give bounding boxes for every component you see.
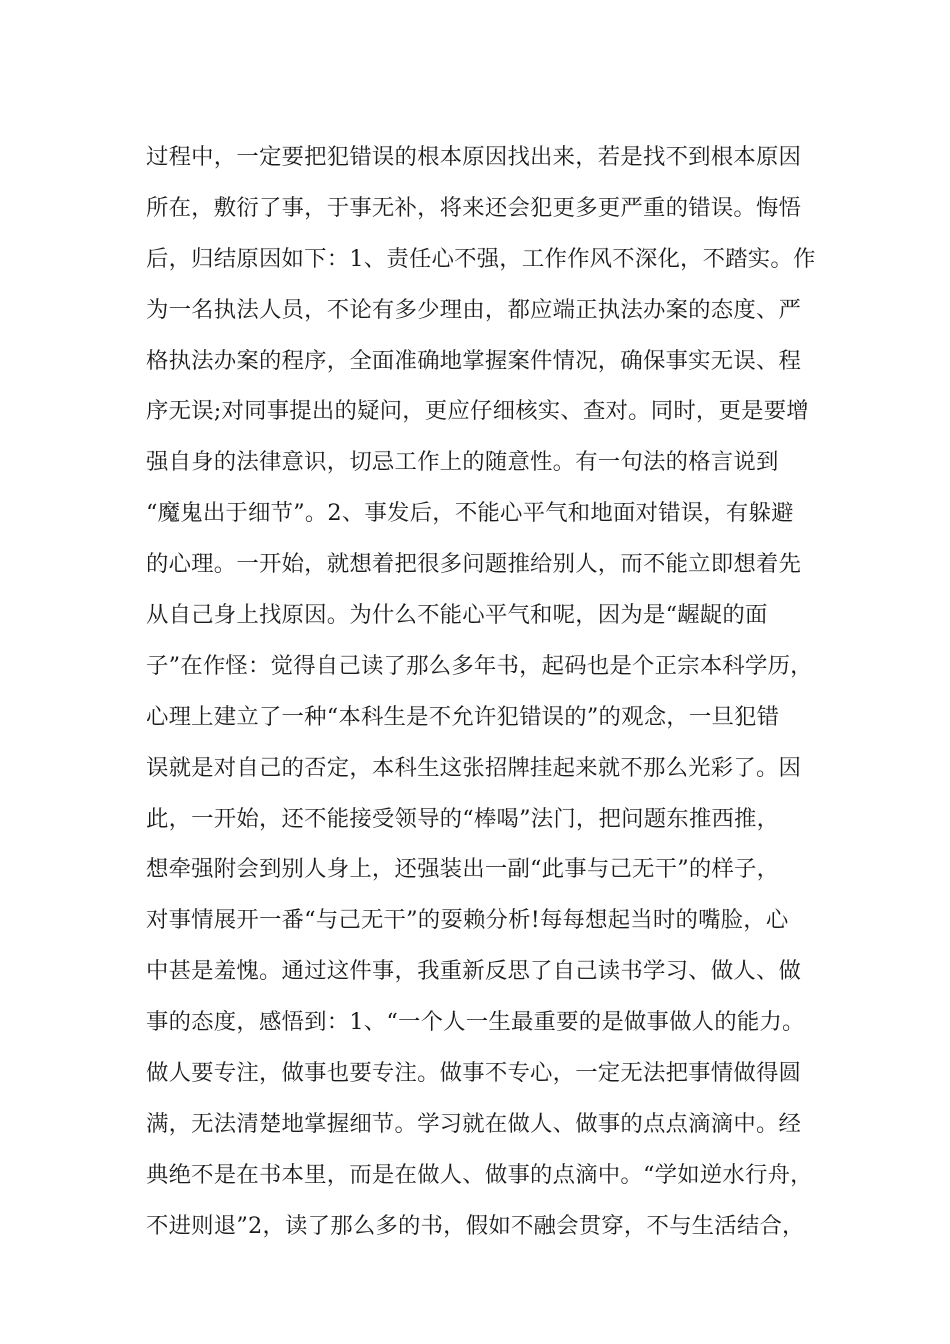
text-line: 为一名执法人员，不论有多少理由，都应端正执法办案的态度、严 bbox=[146, 296, 802, 323]
text-line: 对事情展开一番“与己无干”的耍赖分析!每每想起当时的嘴脸，心 bbox=[146, 907, 789, 934]
text-line: 序无误;对同事提出的疑问，更应仔细核实、查对。同时，更是要增 bbox=[146, 398, 809, 425]
text-line: 误就是对自己的否定，本科生这张招牌挂起来就不那么光彩了。因 bbox=[146, 754, 802, 781]
text-line: 心理上建立了一种“本科生是不允许犯错误的”的观念，一旦犯错 bbox=[146, 703, 780, 730]
body-text bbox=[146, 132, 826, 1252]
text-line: 的心理。一开始，就想着把很多问题推给别人，而不能立即想着先 bbox=[146, 551, 802, 578]
text-line: 过程中，一定要把犯错误的根本原因找出来，若是找不到根本原因 bbox=[146, 144, 802, 170]
text-line: 满，无法清楚地掌握细节。学习就在做人、做事的点点滴滴中。经 bbox=[146, 1110, 802, 1137]
text-line: 所在，敷衍了事，于事无补，将来还会犯更多更严重的错误。悔悟 bbox=[146, 194, 802, 221]
text-line: 做人要专注，做事也要专注。做事不专心，一定无法把事情做得圆 bbox=[146, 1060, 802, 1087]
text-line: 不进则退”2，读了那么多的书，假如不融会贯穿，不与生活结合， bbox=[146, 1212, 805, 1239]
text-line: 后，归结原因如下：1、责任心不强，工作作风不深化，不踏实。作 bbox=[146, 245, 816, 272]
text-line: 格执法办案的程序，全面准确地掌握案件情况，确保事实无误、程 bbox=[146, 347, 802, 374]
text-line: 从自己身上找原因。为什么不能心平气和呢，因为是“龌龊的面 bbox=[146, 602, 768, 629]
text-line: 强自身的法律意识，切忌工作上的随意性。有一句法的格言说到 bbox=[146, 449, 779, 476]
text-line: 子”在作怪：觉得自己读了那么多年书，起码也是个正宗本科学历， bbox=[146, 652, 813, 679]
text-line: 此，一开始，还不能接受领导的“棒喝”法门，把问题东推西推， bbox=[146, 805, 780, 832]
text-line: 中甚是羞愧。通过这件事，我重新反思了自己读书学习、做人、做 bbox=[146, 958, 802, 985]
text-line: “魔鬼出于细节”。2、事发后，不能心平气和地面对错误，有躲避 bbox=[146, 500, 794, 527]
text-line: 典绝不是在书本里，而是在做人、做事的点滴中。“学如逆水行舟， bbox=[146, 1161, 813, 1188]
text-line: 想牵强附会到别人身上，还强装出一副“此事与己无干”的样子， bbox=[146, 856, 780, 883]
text-line: 事的态度，感悟到：1、“一个人一生最重要的是做事做人的能力。 bbox=[146, 1009, 805, 1036]
